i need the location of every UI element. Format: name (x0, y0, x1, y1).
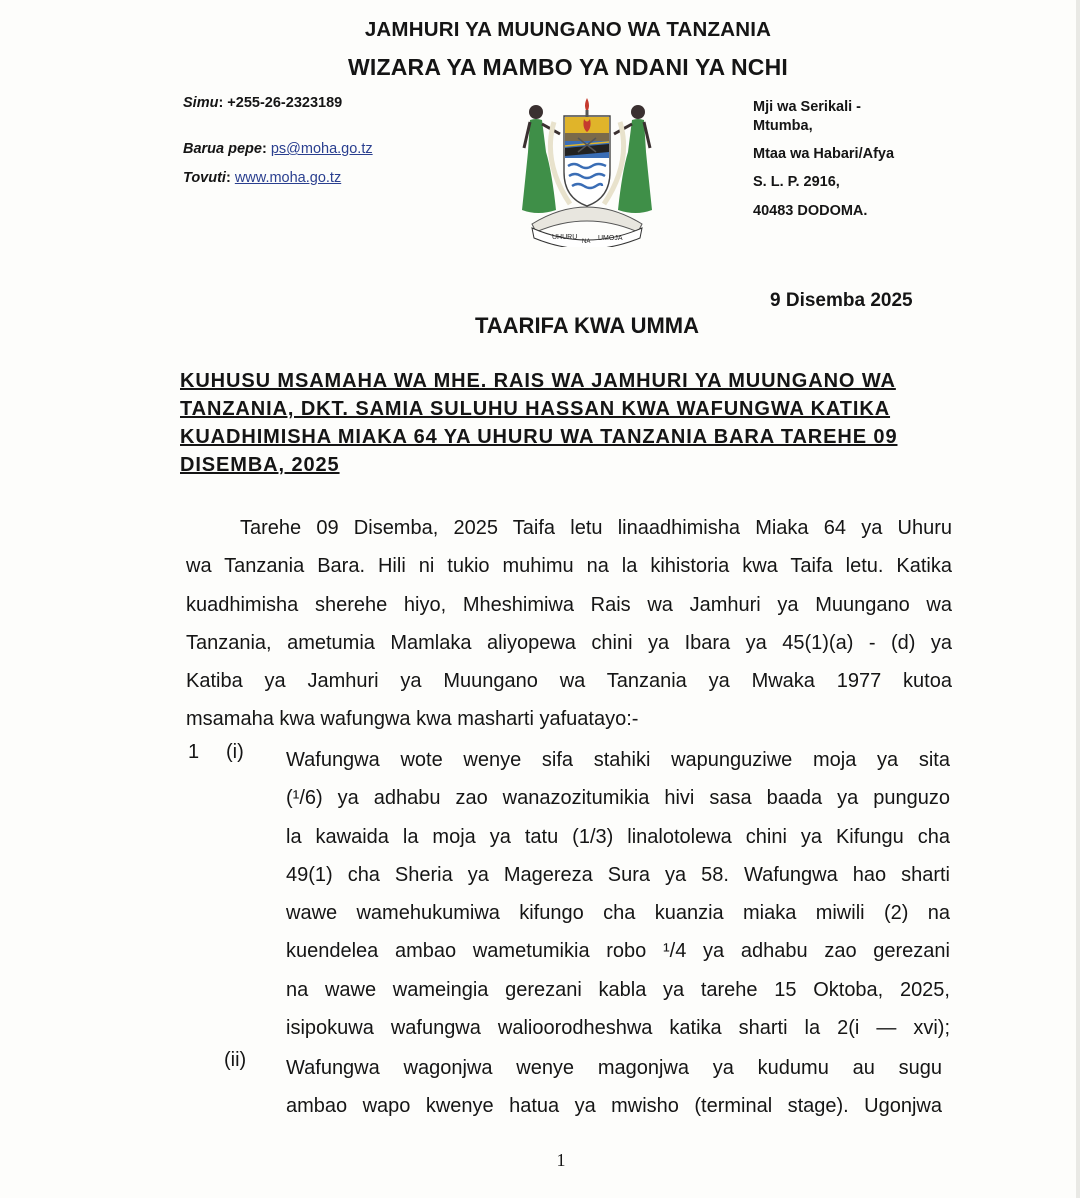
paragraph-line: msamaha kwa wafungwa kwa masharti yafuatayo:- (186, 708, 639, 731)
subject-heading (180, 367, 960, 479)
motto-mid: NA (582, 239, 591, 245)
web-line: Tovuti: www.moha.go.tz (183, 170, 342, 186)
item-line: na wawe wameingia gerezani kabla ya tarehe 15 Oktoba, 2025, (286, 978, 950, 1001)
page-number: 1 (556, 1150, 566, 1170)
item-line: wawe wamehukumiwa kifungo cha kuanzia miaka miwili (2) na (286, 902, 950, 925)
phone-line (183, 95, 342, 111)
header-country: JAMHURI YA MUUNGANO WA TANZANIA (364, 18, 772, 41)
email-link[interactable]: ps@moha.go.tz (270, 141, 373, 157)
item-line: la kawaida la moja ya tatu (1/3) linalotolewa chini ya Kifungu cha (286, 825, 950, 848)
web-label: Tovuti (183, 170, 226, 186)
phone-number: : +255-26-2323189 (218, 95, 343, 111)
address-line-5: 40483 DODOMA. (753, 203, 868, 219)
address-line-3: Mtaa wa Habari/Afya (753, 146, 895, 162)
subject-line: DISEMBA, 2025 (180, 454, 340, 476)
paragraph-line: Tanzania, ametumia Mamlaka aliyopewa chini ya Ibara ya 45(1)(a) - (d) ya (186, 631, 952, 654)
item-line: (¹/6) ya adhabu zao wanazozitumikia hivi sasa baada ya punguzo (286, 787, 950, 810)
item-line: isipokuwa wafungwa walioorodheshwa katika sharti la 2(i — xvi); (286, 1017, 950, 1040)
motto-right: UMOJA (598, 235, 623, 242)
intro-paragraph (186, 509, 952, 739)
page-edge-shadow (1076, 0, 1080, 1198)
item-line: ambao wapo kwenye hatua ya mwisho (terminal stage). Ugonjwa (286, 1095, 942, 1118)
web-link[interactable]: www.moha.go.tz (234, 170, 342, 186)
item-subnumber-ii: (ii) (224, 1049, 247, 1071)
email-label: Barua pepe (183, 141, 262, 157)
item-number: 1 (188, 741, 200, 763)
subject-line: KUHUSU MSAMAHA WA MHE. RAIS WA JAMHURI YA MUUNGANO WA (180, 370, 896, 392)
item-line: Wafungwa wote wenye sifa stahiki wapunguziwe moja ya sita (286, 749, 950, 771)
item-line: Wafungwa wagonjwa wenye magonjwa ya kudumu au sugu (286, 1057, 942, 1079)
subject-line: KUADHIMISHA MIAKA 64 YA UHURU WA TANZANIA BARA TAREHE 09 (180, 426, 898, 448)
item-line: kuendelea ambao wametumikia robo ¹/4 ya adhabu zao gerezani (286, 940, 950, 963)
item-subnumber-i: (i) (226, 741, 244, 763)
address-line-2: Mtumba, (753, 118, 813, 134)
paragraph-line: kuadhimisha sherehe hiyo, Mheshimiwa Rais wa Jamhuri ya Muungano wa (186, 593, 952, 616)
condition-item-ii (286, 1049, 942, 1126)
phone-label: Simu (183, 95, 219, 111)
paragraph-line: Tarehe 09 Disemba, 2025 Taifa letu linaadhimisha Miaka 64 ya Uhuru (240, 517, 952, 539)
condition-item-i (286, 741, 950, 1047)
motto-left: UHURU (552, 234, 578, 241)
paragraph-line: Katiba ya Jamhuri ya Muungano wa Tanzania ya Mwaka 1977 kutoa (186, 670, 952, 693)
header-ministry: WIZARA YA MAMBO YA NDANI YA NCHI (347, 54, 789, 80)
address-line-1: Mji wa Serikali - (753, 99, 861, 115)
paragraph-line: wa Tanzania Bara. Hili ni tukio muhimu na la kihistoria kwa Taifa letu. Katika (186, 555, 952, 578)
email-line: Barua pepe: ps@moha.go.tz (183, 141, 373, 157)
postal-address (753, 98, 894, 221)
document-title: TAARIFA KWA UMMA (474, 313, 700, 338)
subject-line: TANZANIA, DKT. SAMIA SULUHU HASSAN KWA WAFUNGWA KATIKA (180, 398, 891, 420)
document-date: 9 Disemba 2025 (770, 290, 913, 311)
address-line-4: S. L. P. 2916, (753, 174, 840, 190)
coat-of-arms-emblem (512, 92, 662, 247)
item-line: 49(1) cha Sheria ya Magereza Sura ya 58. Wafungwa hao sharti (286, 863, 950, 886)
